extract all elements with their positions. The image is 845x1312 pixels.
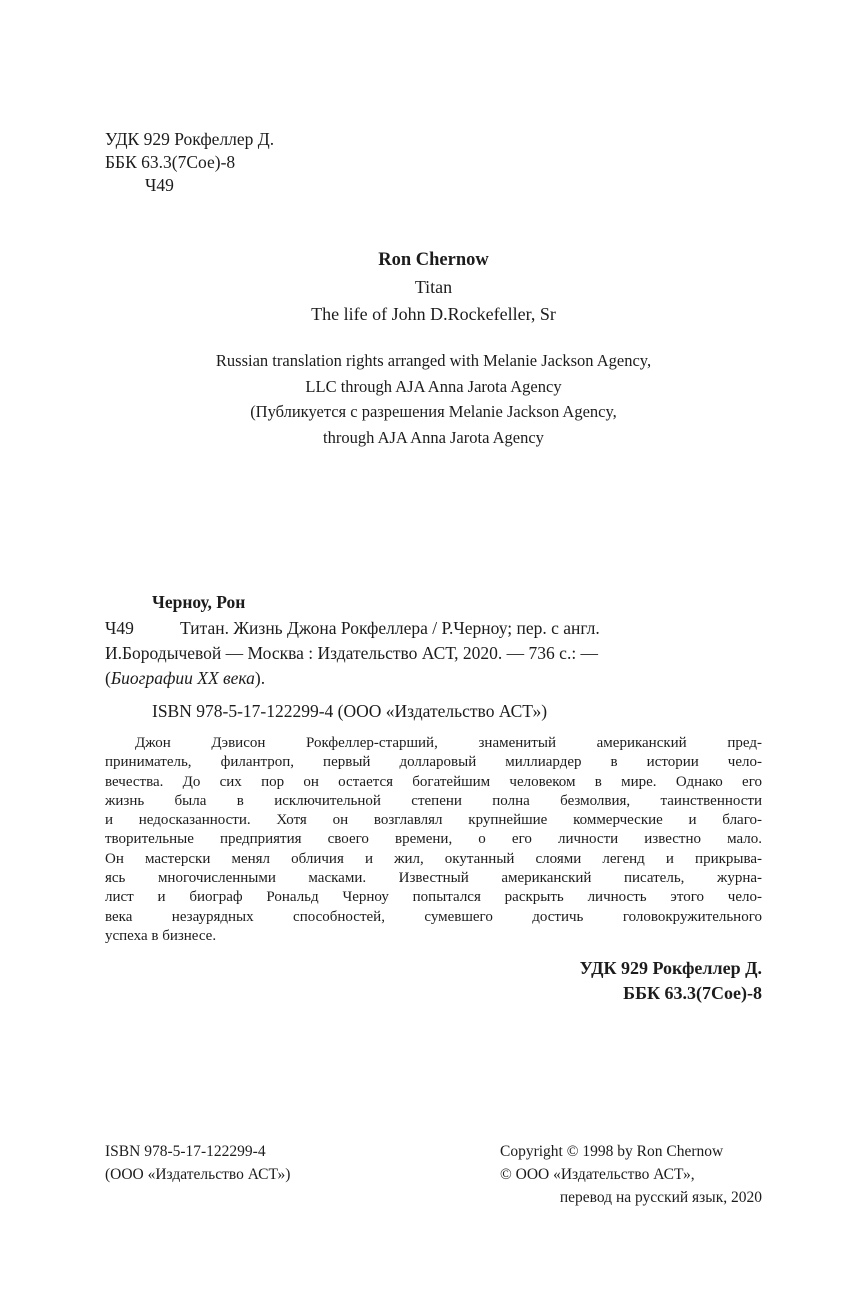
original-subtitle: The life of John D.Rockefeller, Sr [311, 304, 556, 324]
annotation-line: творительные предприятия своего времени, о его личности известно мало. [105, 831, 762, 848]
udk-code-top: УДК 929 Рокфеллер Д. [105, 129, 275, 149]
biblio-entry-line1 [105, 616, 762, 641]
isbn-line: ISBN 978-5-17-122299-4 (ООО «Издательство АСТ») [152, 701, 548, 721]
biblio-entry-line2: И.Бородычевой — Москва : Издательство АСТ, 2020. — 736 с.: — [105, 643, 599, 663]
rights-line: through AJA Anna Jarota Agency [323, 427, 544, 447]
biblio-series-line [105, 666, 762, 691]
annotation-line: века незаурядных способностей, сумевшего достичь головокружительного [105, 908, 762, 925]
annotation-line: Он мастерски менял обличия и жил, окутанный слоями легенд и прикрыва- [105, 850, 762, 867]
annotation-paragraph [105, 734, 762, 946]
copyright-original: Copyright © 1998 by Ron Chernow [500, 1143, 724, 1160]
annotation-line: вечества. До сих пор он остается богатейшим человеком в мире. Однако его [105, 773, 762, 790]
series-open-paren: ( [105, 668, 111, 688]
annotation-line: приниматель, филантроп, первый долларовый миллиардер в истории чело- [105, 754, 762, 771]
classification-codes-top [105, 128, 762, 197]
annotation-line: и недосказанности. Хотя он возглавлял крупнейшие коммерческие и благо- [105, 812, 762, 829]
rights-line: (Публикуется с разрешения Melanie Jackson Agency, [250, 402, 617, 421]
classification-codes-bottom [105, 956, 762, 1006]
udk-code-bottom: УДК 929 Рокфеллер Д. [579, 958, 762, 979]
annotation-line: ясь многочисленными масками. Известный американский писатель, журна- [105, 870, 762, 887]
annotation-line: лист и биограф Рональд Черноу попытался раскрыть личность этого чело- [105, 889, 762, 906]
author-sign-code-top: Ч49 [145, 175, 174, 195]
translation-rights-block [105, 348, 762, 450]
footer-isbn-block [105, 1140, 290, 1209]
bbk-code-bottom: ББК 63.3(7Сое)-8 [623, 983, 762, 1004]
biblio-entry-text: Титан. Жизнь Джона Рокфеллера / Р.Черноу; пер. с англ. [180, 618, 600, 638]
original-author: Ron Chernow [378, 250, 489, 270]
original-title: Titan [414, 277, 453, 297]
imprint-footer [105, 1140, 762, 1209]
original-title-block [105, 247, 762, 328]
annotation-line: Джон Дэвисон Рокфеллер-старший, знаменитый американский пред- [135, 735, 762, 751]
footer-isbn: ISBN 978-5-17-122299-4 [105, 1143, 266, 1160]
author-sign-code: Ч49 [105, 618, 134, 638]
copyright-publisher: © ООО «Издательство АСТ», [500, 1166, 695, 1183]
annotation-line: жизнь была в исключительной степени полна безмолвия, таинственности [105, 792, 762, 809]
footer-copyright-block [500, 1140, 762, 1209]
rights-line: Russian translation rights arranged with Melanie Jackson Agency, [215, 351, 652, 370]
series-close-paren: ). [254, 668, 266, 688]
rights-line: LLC through AJA Anna Jarota Agency [305, 376, 562, 396]
biblio-author: Черноу, Рон [152, 592, 246, 612]
series-name: Биографии XX века [110, 668, 255, 688]
copyright-translation: перевод на русский язык, 2020 [559, 1189, 762, 1206]
footer-publisher: (ООО «Издательство АСТ») [105, 1166, 291, 1183]
bbk-code-top: ББК 63.3(7Сое)-8 [105, 152, 236, 172]
bibliographic-record [105, 590, 762, 724]
annotation-line: успеха в бизнесе. [105, 927, 217, 944]
